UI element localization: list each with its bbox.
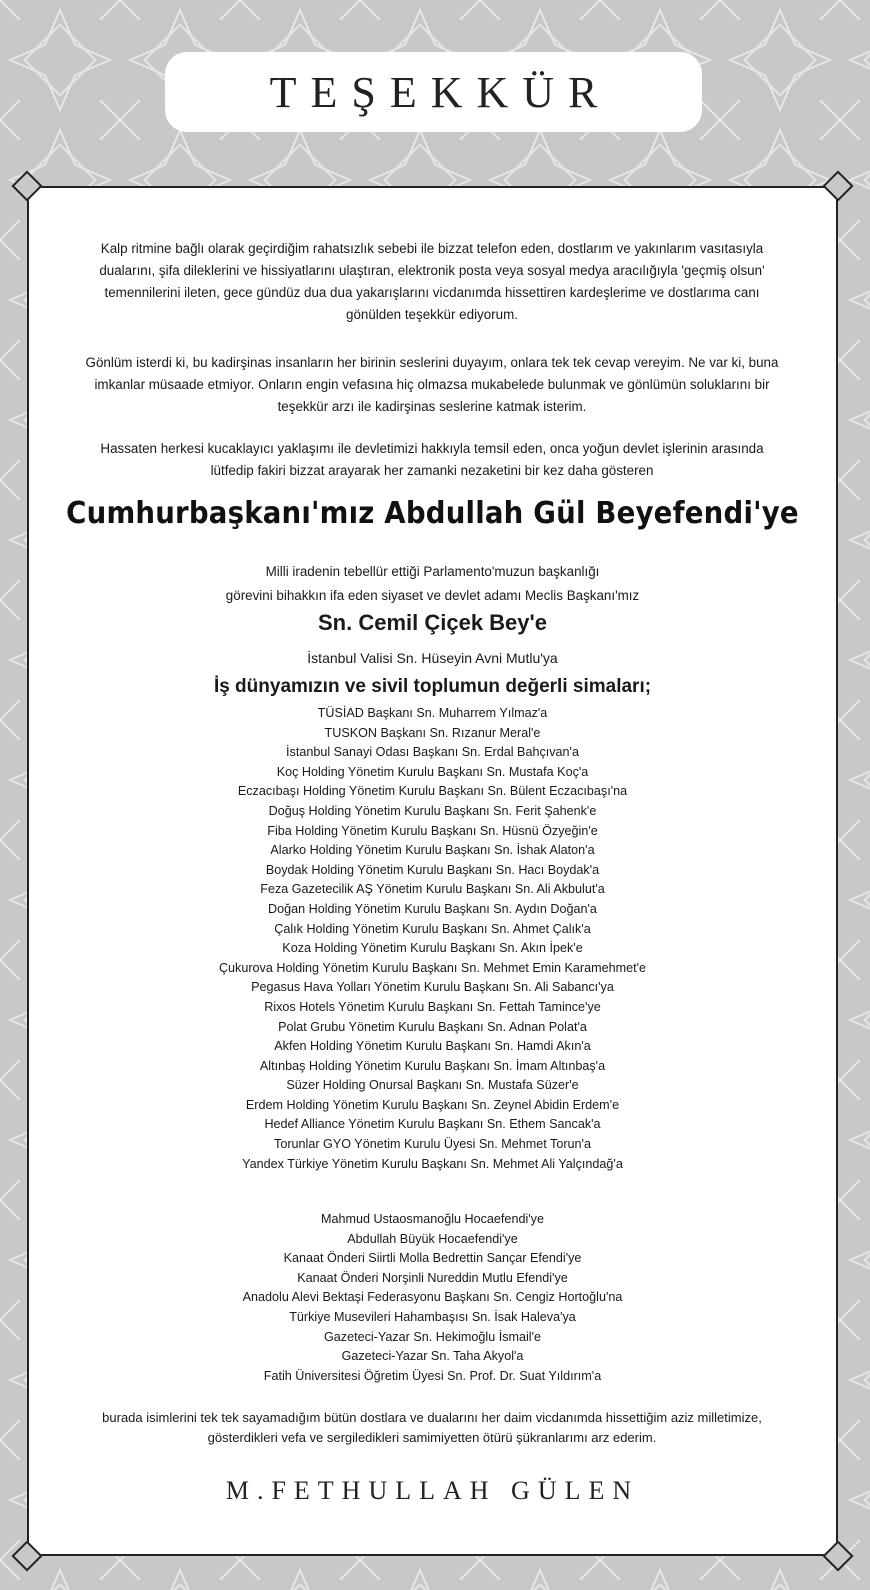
list-item: Feza Gazetecilik AŞ Yönetim Kurulu Başkanı Sn. Ali Akbulut'a: [260, 882, 605, 897]
business-list: [27, 704, 838, 1174]
list-item: Anadolu Alevi Bektaşi Federasyonu Başkanı Sn. Cengiz Hortoğlu'na: [242, 1290, 623, 1305]
list-item: Akfen Holding Yönetim Kurulu Başkanı Sn. Hamdi Akın'a: [274, 1039, 591, 1054]
intro-paragraph-1: Kalp ritmine bağlı olarak geçirdiğim rahatsızlık sebebi ile bizzat telefon eden, dostlarım ve yakınlarım vasıtasıyla dualarını, şifa dileklerini ve hissiyatlarını ulaştıran, elektronik posta veya sosyal medya aracılığıyla 'geçmiş olsun' temennilerini ileten, gece gündüz dua dua yakarışlarını vicdanımda hissettiren kardeşlerime ve dostlarıma canı gönülden teşekkür ediyorum.: [99, 241, 765, 322]
list-item: Hedef Alliance Yönetim Kurulu Başkanı Sn. Ethem Sancak'a: [264, 1117, 601, 1132]
intro-paragraph-3: Hassaten herkesi kucaklayıcı yaklaşımı ile devletimizi hakkıyla temsil eden, onca yoğun devlet işlerinin arasında lütfedip fakiri bizzat arayarak her zamanki nezaketini bir kez daha gösteren: [100, 441, 764, 478]
community-list: [27, 1210, 838, 1386]
list-item: Süzer Holding Onursal Başkanı Sn. Mustafa Süzer'e: [286, 1078, 579, 1093]
list-item: Koza Holding Yönetim Kurulu Başkanı Sn. Akın İpek'e: [282, 941, 583, 956]
list-item: Doğan Holding Yönetim Kurulu Başkanı Sn. Aydın Doğan'a: [268, 901, 597, 916]
signature: M.FETHULLAH GÜLEN: [225, 1476, 640, 1505]
list-item: Çalık Holding Yönetim Kurulu Başkanı Sn. Ahmet Çalık'a: [274, 921, 591, 936]
list-item: Fiba Holding Yönetim Kurulu Başkanı Sn. Hüsnü Özyeğin'e: [267, 823, 598, 838]
parliament-line-2: görevini bihakkın ifa eden siyaset ve devlet adamı Meclis Başkanı'mız: [225, 588, 640, 603]
title-plate: [165, 52, 702, 132]
list-item: Eczacıbaşı Holding Yönetim Kurulu Başkanı Sn. Bülent Eczacıbaşı'na: [237, 784, 628, 799]
list-item: Alarko Holding Yönetim Kurulu Başkanı Sn. İshak Alaton'a: [270, 843, 595, 858]
list-item: Çukurova Holding Yönetim Kurulu Başkanı Sn. Mehmet Emin Karamehmet'e: [218, 960, 647, 975]
list-item: Gazeteci-Yazar Sn. Hekimoğlu İsmail'e: [323, 1329, 542, 1344]
president-name: Cumhurbaşkanı'mız Abdullah Gül Beyefendi'ye: [66, 496, 799, 531]
list-item: Torunlar GYO Yönetim Kurulu Üyesi Sn. Mehmet Torun'a: [274, 1137, 591, 1152]
list-item: Polat Grubu Yönetim Kurulu Başkanı Sn. Adnan Polat'a: [278, 1019, 587, 1034]
closing-paragraph: burada isimlerini tek tek sayamadığım bütün dostlara ve dualarını her daim vicdanımda hissettiğim aziz milletimize, gösterdikleri vefa ve sergiledikleri samimiyetten ötürü şükranlarımı arz ederim.: [102, 1410, 762, 1445]
list-item: Kanaat Önderi Siirtli Molla Bedrettin Sançar Efendi'ye: [283, 1251, 582, 1266]
list-item: Pegasus Hava Yolları Yönetim Kurulu Başkanı Sn. Ali Sabancı'ya: [251, 980, 614, 995]
list-item: Boydak Holding Yönetim Kurulu Başkanı Sn. Hacı Boydak'a: [265, 862, 600, 877]
list-item: Yandex Türkiye Yönetim Kurulu Başkanı Sn. Mehmet Ali Yalçındağ'a: [242, 1156, 623, 1171]
list-item: İstanbul Sanayi Odası Başkanı Sn. Erdal Bahçıvan'a: [286, 745, 579, 760]
parliament-speaker-name: Sn. Cemil Çiçek Bey'e: [317, 610, 547, 635]
letter-content: [27, 186, 838, 1556]
list-item: Rixos Hotels Yönetim Kurulu Başkanı Sn. Fettah Tamince'ye: [264, 999, 601, 1014]
list-item: Kanaat Önderi Norşinli Nureddin Mutlu Efendi'ye: [297, 1270, 568, 1285]
governor-line: İstanbul Valisi Sn. Hüseyin Avni Mutlu'ya: [307, 650, 558, 666]
list-item: Mahmud Ustaosmanoğlu Hocaefendi'ye: [321, 1212, 544, 1226]
list-item: Gazeteci-Yazar Sn. Taha Akyol'a: [341, 1349, 524, 1364]
page-title: TEŞEKKÜR: [269, 67, 612, 117]
list-item: TÜSİAD Başkanı Sn. Muharrem Yılmaz'a: [317, 706, 548, 720]
list-item: Doğuş Holding Yönetim Kurulu Başkanı Sn. Ferit Şahenk'e: [268, 803, 597, 818]
list-item: Abdullah Büyük Hocaefendi'ye: [347, 1231, 518, 1246]
list-item: Altınbaş Holding Yönetim Kurulu Başkanı Sn. İmam Altınbaş'a: [259, 1058, 606, 1073]
parliament-line-1: Milli iradenin tebellür ettiği Parlamento'muzun başkanlığı: [265, 564, 600, 579]
list-item: Türkiye Musevileri Hahambaşısı Sn. İsak Haleva'ya: [289, 1309, 576, 1324]
list-item: Erdem Holding Yönetim Kurulu Başkanı Sn. Zeynel Abidin Erdem'e: [245, 1097, 620, 1112]
list-item: Koç Holding Yönetim Kurulu Başkanı Sn. Mustafa Koç'a: [276, 764, 589, 779]
list-item: TUSKON Başkanı Sn. Rızanur Meral'e: [324, 725, 541, 740]
intro-paragraph-2: Gönlüm isterdi ki, bu kadirşinas insanların her birinin seslerini duyayım, onlara tek tek cevap vereyim. Ne var ki, buna imkanlar müsaade etmiyor. Onların engin vefasına hiç olmazsa mukabelede bulunmak ve gönlümün soluklarını bir teşekkür arzı ile kadirşinas seslerine katmak isterim.: [85, 355, 779, 414]
business-heading: İş dünyamızın ve sivil toplumun değerli simaları;: [213, 676, 652, 697]
list-item: Fatih Üniversitesi Öğretim Üyesi Sn. Prof. Dr. Suat Yıldırım'a: [263, 1368, 602, 1383]
